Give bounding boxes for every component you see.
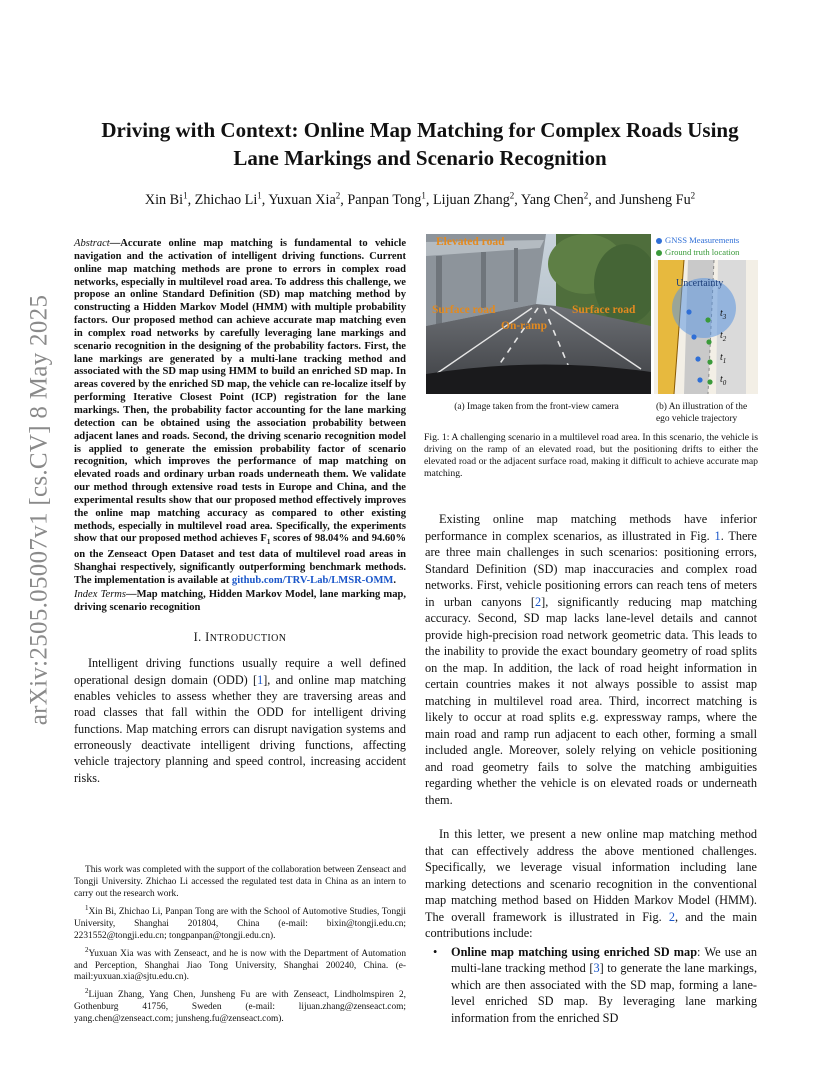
contribution-paragraph: In this letter, we present a new online map matching method that can effectively address the above mentioned challenges. Specifically, we leverage visual information including lane marking detections and scenario recognition in the conventional map matching method based on Hidden Markov Model (HMM). The overall framework is illustrated in Fig. 2, and the main contributions include: [425, 827, 757, 940]
time-label-t3: $t_3$ [720, 308, 727, 321]
left-column [74, 238, 406, 786]
challenges-paragraph: Existing online map matching methods have inferior performance in complex scenarios, as illustrated in Fig. 1. There are three main challenges in such scenarios: positioning errors, Standard Definition (SD) map inaccuracies and complex road networks. First, vehicle positioning errors can reach tens of meters in urban canyons [2], significantly reducing map matching accuracy. Second, SD map lacks lane-level details and cannot provide high-precision road network geometric data. This leads to the inability to provide the exact boundary geometry of road splits on the map. In addition, the lack of road height information in certain countries makes it not always possible to assist map matching in multilevel road area. Third, incorrect matching is likely to occur at road splits e.g. expressway ramps, where the main road and ramp run adjacent to each other, forming a small included angle. Moreover, solely relying on vehicle positioning and road geometry fails to solve the matching ambiguities regarding whether the vehicle is on elevated roads or underneath them. [425, 512, 757, 807]
footnote-acknowledgement: This work was completed with the support of the collaboration between Zenseact and Tongji University. Zhichao Li accessed the regulated test data in China as an intern to carry out the research work. [74, 865, 406, 899]
uncertainty-label: Uncertainty [676, 278, 724, 289]
figure-ref-link[interactable]: 1 [714, 528, 721, 543]
index-terms [74, 589, 406, 615]
footnotes [74, 865, 406, 1028]
label-surface-road-left: Surface road [432, 304, 496, 316]
bullet-icon: • [433, 944, 438, 959]
arxiv-stamp [22, 250, 56, 770]
index-terms-lead: Index Terms [74, 588, 127, 600]
f1-subscript: 1 [266, 538, 271, 547]
author: Yuxuan Xia$^2$, [268, 190, 348, 208]
legend-ground-truth: Ground truth location [665, 247, 740, 257]
author: Zhichao Li$^1$, [194, 190, 269, 208]
author: Yang Chen$^2$, and [520, 190, 620, 208]
citation-link[interactable]: 3 [593, 961, 600, 975]
github-link[interactable]: github.com/TRV-Lab/LMSR-OMM [231, 575, 394, 587]
footnote-affiliation-3: $^2$Lijuan Zhang, Yang Chen, Junsheng Fu are with Zenseact, Lindholmspiren 2, Gothenburg 41756, Sweden (e-mail: lijuan.zhang@zenseact.com; yang.chen@zenseact.com; junsheng.fu@zenseact.com). [74, 987, 406, 1025]
abstract-text: —Accurate online map matching is fundamental to vehicle navigation and the activation of intelligent driving functions. Current online map matching methods are prone to errors in complex road networks, especially in multilevel road area. To address this challenge, we propose an online Standard Definition (SD) map matching method by constructing a Hidden Markov Model (HMM) with multiple probability factors. Our proposed method can achieve accurate map matching even in complex road networks by carefully leveraging lane markings and scenario recognition in the designing of the probability factors. First, the lane markings are generated by a multi-lane tracking method and associated with the SD map using HMM to build an enriched SD map. In areas covered by the enriched SD map, the vehicle can re-localize itself by performing Iterative Closest Point (ICP) registration for the lane markings. Then, the probability factor accounting for the lane marking detection can be obtained using the association probability between adjacent lanes and roads. Second, the driving scenario recognition model is applied to generate the emission probability factor of scenario recognition, which improves the performance of map matching on elevated roads and ordinary urban roads underneath them. We validate our method through extensive road tests in Europe and China, and the experimental results show that our proposed method effectively improves the online map matching accuracy as compared to other existing methods, especially in multilevel road area. Specifically, the experiments show that our proposed method achieves F [74, 238, 406, 545]
contributions-list [425, 944, 757, 1027]
intro-paragraph: Intelligent driving functions usually require a well defined operational design domain (ODD) [1], and online map matching enables vehicles to assess whether they are traversing areas and road classes that fall within the ODD for intelligent driving functions. Map matching errors can disrupt navigation systems and erroneously deactivate intelligent driving functions, affecting vehicle trajectory planning and speed control, increasing accident risks. [74, 656, 406, 785]
citation-link[interactable]: 2 [534, 594, 542, 609]
subcaption-b: (b) An illustration of the ego vehicle trajectory [656, 402, 748, 424]
index-terms-text: —Map matching, Hidden Markov Model, lane marking map, driving scenario recognition [74, 588, 406, 613]
label-on-ramp: On-ramp [501, 320, 547, 332]
abstract: Abstract—Accurate online map matching is fundamental to vehicle navigation and the activation of intelligent driving functions. Current online map matching methods are prone to errors in complex road networks, especially in multilevel road area. To address this challenge, we propose an online Standard Definition (SD) map matching method by constructing a Hidden Markov Model (HMM) with multiple probability factors. Our proposed method can achieve accurate map matching even in complex road networks by carefully leveraging lane markings and scenario recognition in the designing of the probability factors. First, the lane markings are generated by a multi-lane tracking method and associated with the SD map using HMM to build an enriched SD map. In areas covered by the enriched SD map, the vehicle can re-localize itself by performing Iterative Closest Point (ICP) registration for the lane markings. Then, the probability factor accounting for the lane marking detection can be obtained using the association probability between adjacent lanes and roads. Second, the driving scenario recognition model is applied to generate the emission probability factor of scenario recognition, which improves the performance of map matching on elevated roads and ordinary urban roads underneath them. We validate our method through extensive road tests in Europe and China, and the experimental results show that our proposed method effectively improves the online map matching accuracy as compared to other existing methods, especially in multilevel road area. Specifically, the experiments show that our proposed method achieves $F_1$ scores of 98.04% and 94.60% on the Zenseact Open Dataset and test data of multilevel road areas in Shanghai respectively, significantly outperforming benchmark methods. The implementation is available at github.com/TRV-Lab/LMSR-OMM. [74, 238, 407, 587]
abstract-text-cont: scores of 98.04% and 94.60% on the Zenseact Open Dataset and test data of multilevel road areas in Shanghai respectively, significantly outperforming benchmark methods. The implementation is available at [74, 533, 407, 587]
time-label-t2: $t_2$ [720, 330, 727, 343]
legend-gnss: GNSS Measurements [665, 235, 740, 245]
author-list [70, 190, 770, 209]
label-elevated-road: Elevated road [436, 236, 505, 248]
trajectory-illustration [654, 234, 758, 394]
figure-ref-link[interactable]: 2 [668, 909, 676, 924]
figure-1-caption: Fig. 1: A challenging scenario in a multilevel road area. In this scenario, the vehicle is driving on the ramp of an elevated road, but the positioning drifts to either the elevated road or the adjacent surface road, making it difficult to achieve accurate map matching. [424, 432, 758, 479]
subcaption-a: (a) Image taken from the front-view camera [454, 402, 619, 412]
author: Xin Bi$^1$, [144, 190, 195, 208]
author: Lijuan Zhang$^2$, [432, 190, 521, 208]
paper-title [70, 116, 770, 172]
author: Panpan Tong$^1$, [347, 190, 433, 208]
title-line-2: Lane Markings and Scenario Recognition [233, 146, 607, 170]
citation-link[interactable]: 1 [257, 672, 264, 687]
time-label-t1: $t_1$ [720, 352, 727, 365]
front-camera-image [426, 234, 651, 394]
abstract-lead: Abstract [74, 238, 110, 249]
title-line-1: Driving with Context: Online Map Matching for Complex Roads Using [101, 118, 739, 142]
label-surface-road-right: Surface road [572, 304, 636, 316]
time-label-t0: $t_0$ [720, 374, 727, 387]
arxiv-stamp-text: arXiv:2505.05007v1 [cs.CV] 8 May 2025 [25, 294, 52, 726]
footnote-affiliation-2: $^2$Yuxuan Xia was with Zenseact, and he is now with the Department of Automation and Perception, Shanghai Jiao Tong University, Shanghai 200240, China. (e-mail:yuxuan.xia@sjtu.edu.cn). [74, 945, 406, 983]
footnote-affiliation-1: $^1$Xin Bi, Zhichao Li, Panpan Tong are with the School of Automotive Studies, Tongji University, Shanghai 201804, China (e-mail: bixin@tongji.edu.cn; 2231552@tongji.edu.cn; tongpanpan@tongji.edu.cn). [74, 903, 406, 941]
section-heading-introduction: I. INTRODUCTION [193, 629, 287, 644]
list-item: • Online map matching using enriched SD map: We use an multi-lane tracking method [3] to generate the lane markings, which are then associated with the SD map, forming a lane-level enriched SD map. By leveraging lane marking information from the enriched SD [433, 944, 758, 1025]
author: Junsheng Fu$^2$ [619, 190, 696, 208]
right-column [425, 511, 757, 1026]
